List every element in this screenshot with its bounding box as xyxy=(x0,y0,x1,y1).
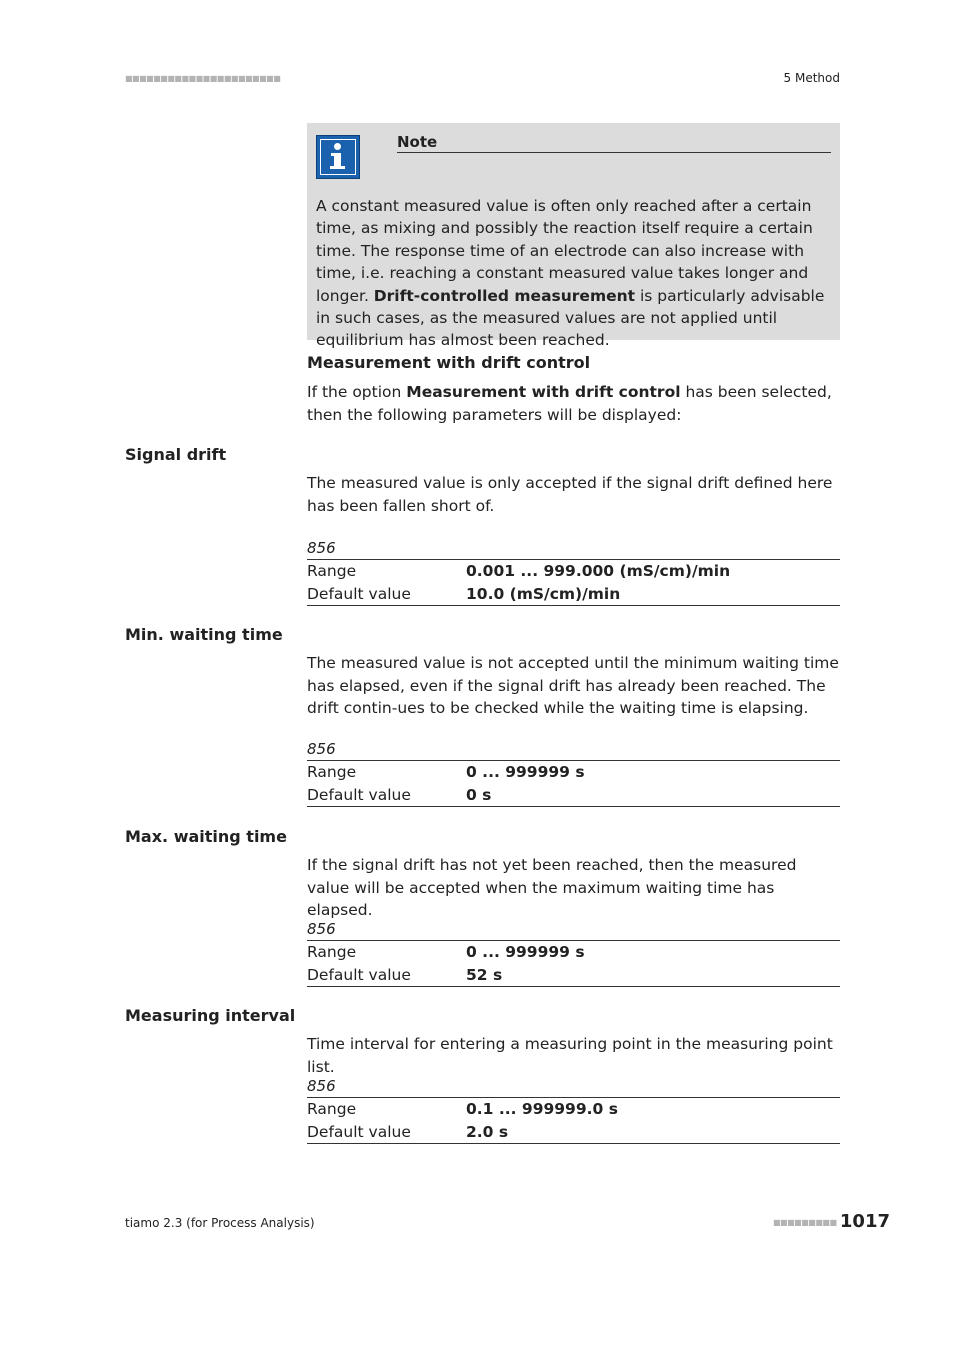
default-row: Default value 10.0 (mS/cm)/min xyxy=(307,583,840,607)
param-table xyxy=(307,738,840,807)
section-intro: If the option Measurement with drift control has been selected, then the following parameters will be displayed: xyxy=(307,383,832,424)
param-table xyxy=(307,537,840,606)
param-description: The measured value is not accepted until the minimum waiting time has elapsed, even if the signal drift has already been reached. The drift contin-ues to be checked while the waiting time is elapsing. xyxy=(307,654,839,718)
range-row: Range 0 ... 999999 s xyxy=(307,943,585,961)
param-description: The measured value is only accepted if the signal drift defined here has been fallen short of. xyxy=(307,474,833,515)
note-bold-term: Drift-controlled measurement xyxy=(373,286,636,305)
param-description: Time interval for entering a measuring point in the measuring point list. xyxy=(307,1035,833,1076)
default-row: Default value 2.0 s xyxy=(307,1121,840,1145)
default-row: Default value 0 s xyxy=(307,784,840,808)
param-title-measuring-interval: Measuring interval xyxy=(125,1006,296,1025)
header-decoration: ■■■■■■■■■■■■■■■■■■■■■■ xyxy=(125,74,281,83)
param-table xyxy=(307,1075,840,1144)
device-label: 856 xyxy=(307,537,840,560)
param-title-signal-drift: Signal drift xyxy=(125,445,227,464)
param-title-min-waiting-time: Min. waiting time xyxy=(125,625,283,644)
note-text: A constant measured value is often only reached after a certain time, as mixing and possibly the reaction itself require a certain time. The response time of an electrode can also increase with time, i.e. reaching a constant measured value takes longer and longer. Drift-controlled measurement is particularly advisable in such cases, as the measured values are not applied until equilibrium has almost been reached. xyxy=(316,197,825,350)
footer-product: tiamo 2.3 (for Process Analysis) xyxy=(125,1216,315,1230)
device-label: 856 xyxy=(307,1075,840,1098)
device-label: 856 xyxy=(307,738,840,761)
param-description: If the signal drift has not yet been reached, then the measured value will be accepted when the maximum waiting time has elapsed. xyxy=(307,856,797,920)
info-icon xyxy=(316,135,360,179)
footer-decoration: ■■■■■■■■■ xyxy=(773,1218,837,1227)
page-number: 1017 xyxy=(839,1211,890,1232)
range-row: Range 0 ... 999999 s xyxy=(307,763,585,781)
section-title: Measurement with drift control xyxy=(307,353,591,372)
note-box xyxy=(307,123,840,350)
range-row: Range 0.001 ... 999.000 (mS/cm)/min xyxy=(307,562,731,580)
device-label: 856 xyxy=(307,918,840,941)
range-row: Range 0.1 ... 999999.0 s xyxy=(307,1100,618,1118)
param-title-max-waiting-time: Max. waiting time xyxy=(125,827,287,846)
param-table xyxy=(307,918,840,987)
header-section-title: 5 Method xyxy=(783,71,840,85)
note-title: Note xyxy=(397,133,831,153)
default-row: Default value 52 s xyxy=(307,964,840,988)
